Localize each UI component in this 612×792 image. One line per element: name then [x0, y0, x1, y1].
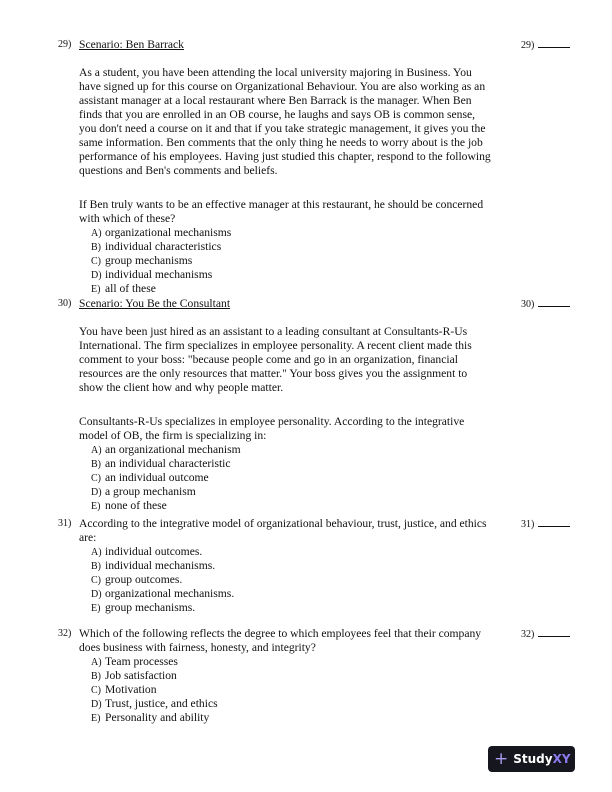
paragraph-line: show the client how and why people matter. — [79, 381, 284, 394]
question-line: According to the integrative model of organizational behaviour, trust, justice, and ethics — [79, 517, 487, 530]
option-text: an individual outcome — [105, 471, 209, 484]
paragraph-line: resources are the only resources that matter." Your boss gives you the assignment to — [79, 367, 468, 380]
option-letter: C) — [91, 685, 101, 696]
paragraph-line: questions and Ben's comments and beliefs. — [79, 164, 278, 177]
option-letter: C) — [91, 473, 101, 484]
answer-option[interactable] — [79, 254, 519, 268]
option-letter: E) — [91, 603, 101, 614]
option-letter: A) — [91, 228, 102, 239]
answer-option[interactable] — [79, 240, 519, 254]
answer-option[interactable] — [79, 282, 519, 296]
logo-text-study: Study — [513, 752, 553, 766]
option-letter: D) — [91, 699, 102, 710]
question-line: Consultants-R-Us specializes in employee personality. According to the integrative — [79, 415, 465, 428]
option-text: individual outcomes. — [105, 545, 203, 558]
option-letter: B) — [91, 671, 101, 682]
option-letter: E) — [91, 713, 101, 724]
question-text — [79, 198, 519, 226]
question-body — [79, 297, 519, 513]
answer-blank[interactable] — [521, 297, 570, 312]
answer-option[interactable] — [79, 226, 519, 240]
scenario-title: Scenario: Ben Barrack — [79, 38, 184, 51]
question-number: 32) — [58, 628, 72, 639]
option-text: group mechanisms — [105, 254, 193, 267]
paragraph-line: you don't need a course on it and that if you take strategic management, it gives you the — [79, 122, 486, 135]
answer-blank[interactable] — [521, 38, 570, 53]
question-line: does business with fairness, honesty, and integrity? — [79, 641, 316, 654]
answer-option[interactable] — [79, 573, 519, 587]
answer-option[interactable] — [79, 683, 519, 697]
option-letter: C) — [91, 575, 101, 586]
paragraph-line: performance of his employees. Having just studied this chapter, respond to the following — [79, 150, 491, 163]
option-letter: A) — [91, 657, 102, 668]
answer-option[interactable] — [79, 457, 519, 471]
paragraph-line: same information. Ben comments that the only thing he needs to worry about is the job — [79, 136, 483, 149]
question-number: 31) — [58, 518, 72, 529]
answer-label: 30) — [521, 299, 535, 310]
option-text: none of these — [105, 499, 167, 512]
option-letter: D) — [91, 487, 102, 498]
answer-label: 31) — [521, 519, 535, 530]
question-number: 29) — [58, 39, 72, 50]
answer-option[interactable] — [79, 655, 519, 669]
answer-option[interactable] — [79, 268, 519, 282]
option-letter: A) — [91, 547, 102, 558]
answer-blank[interactable] — [521, 517, 570, 532]
option-letter: D) — [91, 589, 102, 600]
option-text: an individual characteristic — [105, 457, 231, 470]
studyxy-logo[interactable] — [488, 746, 575, 772]
option-text: organizational mechanisms. — [105, 587, 235, 600]
option-letter: C) — [91, 256, 101, 267]
question-text — [79, 627, 519, 655]
option-text: individual mechanisms — [105, 268, 213, 281]
answer-line[interactable] — [538, 517, 570, 527]
option-letter: D) — [91, 270, 102, 281]
answer-label: 29) — [521, 40, 535, 51]
question-line: If Ben truly wants to be an effective manager at this restaurant, he should be concerned — [79, 198, 484, 211]
option-text: an organizational mechanism — [105, 443, 241, 456]
question-text — [79, 415, 519, 443]
paragraph-line: You have been just hired as an assistant to a leading consultant at Consultants-R-Us — [79, 325, 468, 338]
option-text: group mechanisms. — [105, 601, 196, 614]
answer-option[interactable] — [79, 545, 519, 559]
paragraph-line: International. The firm specializes in employee personality. A recent client made this — [79, 339, 472, 352]
answer-line[interactable] — [538, 38, 570, 48]
paragraph-line: As a student, you have been attending the local university majoring in Business. You — [79, 66, 472, 79]
answer-option[interactable] — [79, 485, 519, 499]
answer-option[interactable] — [79, 443, 519, 457]
option-text: individual characteristics — [105, 240, 222, 253]
question-body — [79, 627, 519, 725]
question-line: with which of these? — [79, 212, 176, 225]
answer-line[interactable] — [538, 297, 570, 307]
option-letter: B) — [91, 242, 101, 253]
option-letter: A) — [91, 445, 102, 456]
option-text: all of these — [105, 282, 156, 295]
answer-option[interactable] — [79, 499, 519, 513]
option-text: Motivation — [105, 683, 157, 696]
question-body — [79, 517, 519, 615]
answer-option[interactable] — [79, 601, 519, 615]
answer-blank[interactable] — [521, 627, 570, 642]
question-line: Which of the following reflects the degree to which employees feel that their company — [79, 627, 482, 640]
scenario-title: Scenario: You Be the Consultant — [79, 297, 231, 310]
option-letter: B) — [91, 561, 101, 572]
answer-option[interactable] — [79, 559, 519, 573]
option-text: organizational mechanisms — [105, 226, 232, 239]
plus-icon: + — [494, 749, 509, 769]
paragraph-line: assistant manager at a local restaurant where Ben Barrack is the manager. When Ben — [79, 94, 472, 107]
option-text: a group mechanism — [105, 485, 196, 498]
answer-option[interactable] — [79, 711, 519, 725]
scenario-paragraph — [79, 66, 519, 178]
question-line: model of OB, the firm is specializing in: — [79, 429, 267, 442]
question-text — [79, 517, 519, 545]
option-letter: B) — [91, 459, 101, 470]
option-text: individual mechanisms. — [105, 559, 216, 572]
paragraph-line: comment to your boss: "because people come and go in an organization, financial — [79, 353, 458, 366]
answer-line[interactable] — [538, 627, 570, 637]
scenario-paragraph — [79, 325, 519, 395]
option-letter: E) — [91, 284, 101, 295]
answer-label: 32) — [521, 629, 535, 640]
option-text: Team processes — [105, 655, 178, 668]
answer-option[interactable] — [79, 669, 519, 683]
option-text: group outcomes. — [105, 573, 183, 586]
option-text: Personality and ability — [105, 711, 210, 724]
logo-text-xy: XY — [552, 752, 571, 766]
question-number: 30) — [58, 298, 72, 309]
answer-option[interactable] — [79, 697, 519, 711]
option-letter: E) — [91, 501, 101, 512]
answer-option[interactable] — [79, 587, 519, 601]
option-text: Job satisfaction — [105, 669, 177, 682]
option-text: Trust, justice, and ethics — [105, 697, 218, 710]
paragraph-line: have signed up for this course on Organizational Behaviour. You are also working as an — [79, 80, 486, 93]
question-body — [79, 38, 519, 296]
answer-option[interactable] — [79, 471, 519, 485]
paragraph-line: finds that you are enrolled in an OB course, he laughs and says OB is common sense, — [79, 108, 476, 121]
question-line: are: — [79, 531, 97, 544]
